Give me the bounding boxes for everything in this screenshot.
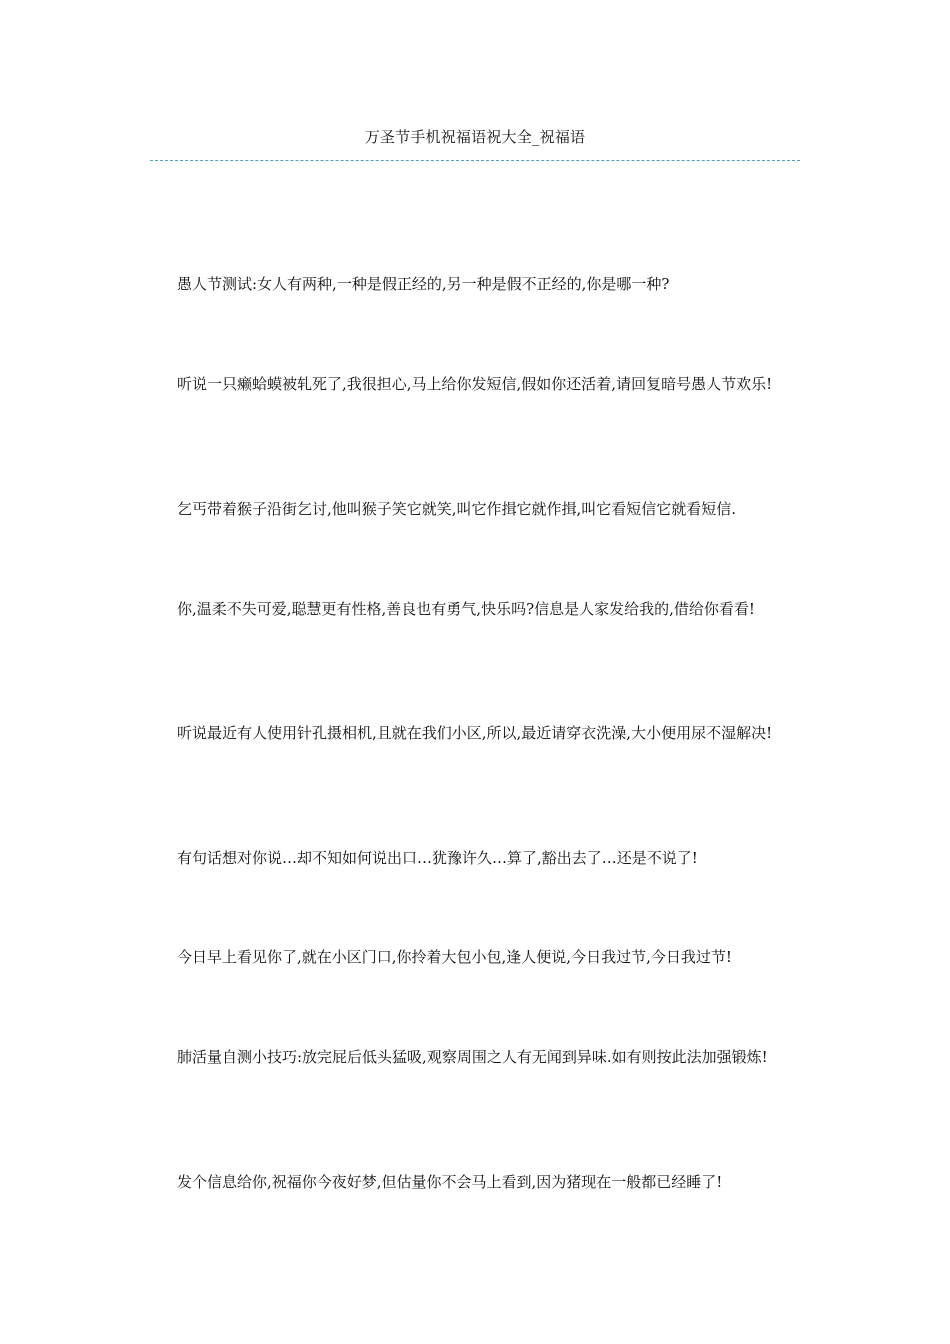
paragraph-4: 你,温柔不失可爱,聪慧更有性格,善良也有勇气,快乐吗?信息是人家发给我的,借给你看看! bbox=[177, 600, 755, 618]
paragraph-2: 听说一只癞蛤蟆被轧死了,我很担心,马上给你发短信,假如你还活着,请回复暗号愚人节欢乐! bbox=[177, 375, 773, 393]
paragraph-3: 乞丐带着猴子沿街乞讨,他叫猴子笑它就笑,叫它作揖它就作揖,叫它看短信它就看短信. bbox=[177, 500, 737, 518]
paragraph-5: 听说最近有人使用针孔摄相机,且就在我们小区,所以,最近请穿衣洗澡,大小便用尿不湿解决! bbox=[177, 724, 773, 742]
paragraph-7: 今日早上看见你了,就在小区门口,你拎着大包小包,逢人便说,今日我过节,今日我过节! bbox=[177, 948, 732, 966]
paragraph-1: 愚人节测试:女人有两种,一种是假正经的,另一种是假不正经的,你是哪一种? bbox=[177, 275, 670, 293]
paragraph-9: 发个信息给你,祝福你今夜好梦,但估量你不会马上看到,因为猪现在一般都已经睡了! bbox=[177, 1173, 723, 1191]
paragraph-8: 肺活量自测小技巧:放完屁后低头猛吸,观察周围之人有无闻到异味.如有则按此法加强锻炼! bbox=[177, 1048, 768, 1066]
title-divider bbox=[150, 160, 800, 161]
paragraph-6: 有句话想对你说…却不知如何说出口…犹豫许久…算了,豁出去了…还是不说了! bbox=[177, 849, 698, 867]
document-title: 万圣节手机祝福语祝大全_祝福语 bbox=[364, 128, 586, 146]
